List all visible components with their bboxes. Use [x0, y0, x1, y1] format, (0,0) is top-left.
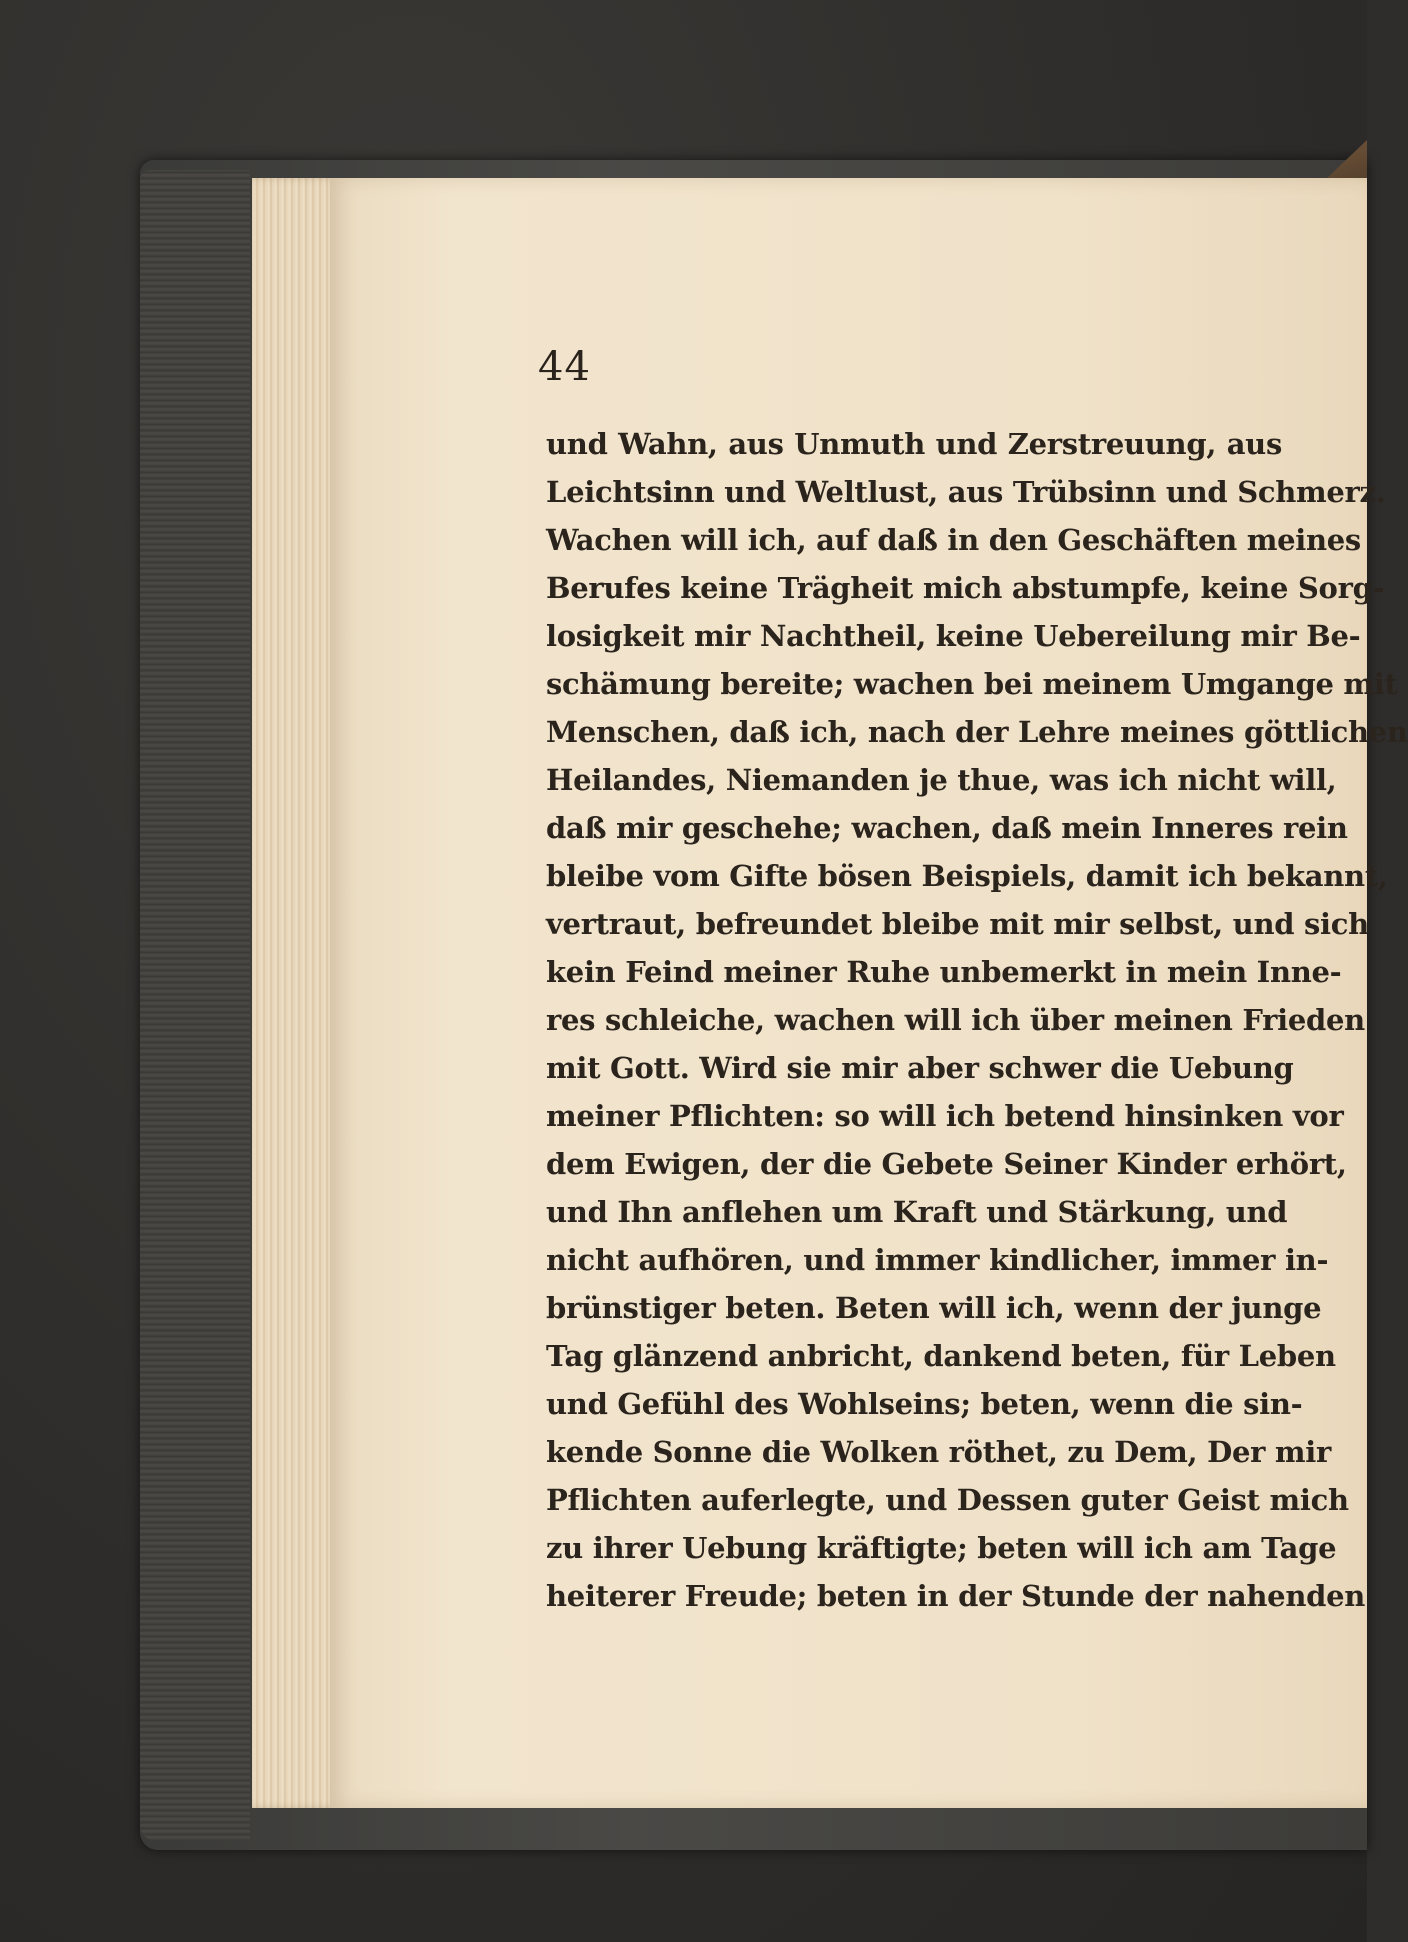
- text-line: Leichtsinn und Weltlust, aus Trübsinn und Schmerz.: [546, 475, 1386, 509]
- text-line: Heilandes, Niemanden je thue, was ich nicht will,: [546, 763, 1337, 797]
- text-line: kende Sonne die Wolken röthet, zu Dem, Der mir: [546, 1435, 1332, 1469]
- text-line: Pflichten auferlegte, und Dessen guter Geist mich: [546, 1483, 1349, 1517]
- text-line: und Wahn, aus Unmuth und Zerstreuung, aus: [546, 427, 1282, 461]
- text-line: mit Gott. Wird sie mir aber schwer die Uebung: [546, 1051, 1294, 1085]
- text-line: vertraut, befreundet bleibe mit mir selbst, und sich: [546, 907, 1369, 941]
- body-text: [546, 420, 1408, 1620]
- text-line: heiterer Freude; beten in der Stunde der nahenden: [546, 1579, 1366, 1613]
- text-line: Tag glänzend anbricht, dankend beten, für Leben: [546, 1339, 1336, 1373]
- text-line: losigkeit mir Nachtheil, keine Uebereilung mir Be-: [546, 619, 1361, 653]
- text-line: bleibe vom Gifte bösen Beispiels, damit ich bekannt,: [546, 859, 1388, 893]
- text-line: nicht aufhören, und immer kindlicher, immer in-: [546, 1243, 1329, 1277]
- page-number: 44: [538, 344, 591, 390]
- text-line: daß mir geschehe; wachen, daß mein Inneres rein: [546, 811, 1348, 845]
- text-line: und Gefühl des Wohlseins; beten, wenn die sin-: [546, 1387, 1303, 1421]
- text-line: dem Ewigen, der die Gebete Seiner Kinder erhört,: [546, 1147, 1347, 1181]
- text-line: zu ihrer Uebung kräftigte; beten will ich am Tage: [546, 1531, 1337, 1565]
- text-line: Menschen, daß ich, nach der Lehre meines göttlichen: [546, 715, 1408, 749]
- text-line: Berufes keine Trägheit mich abstumpfe, keine Sorg-: [546, 571, 1385, 605]
- text-line: meiner Pflichten: so will ich betend hinsinken vor: [546, 1099, 1344, 1133]
- text-line: brünstiger beten. Beten will ich, wenn der junge: [546, 1291, 1322, 1325]
- text-line: schämung bereite; wachen bei meinem Umgange mit: [546, 667, 1398, 701]
- text-line: Wachen will ich, auf daß in den Geschäften meines: [546, 523, 1361, 557]
- text-line: und Ihn anflehen um Kraft und Stärkung, und: [546, 1195, 1288, 1229]
- book-spine: [140, 170, 250, 1840]
- text-line: kein Feind meiner Ruhe unbemerkt in mein Inne-: [546, 955, 1342, 989]
- text-line: res schleiche, wachen will ich über meinen Frieden: [546, 1003, 1365, 1037]
